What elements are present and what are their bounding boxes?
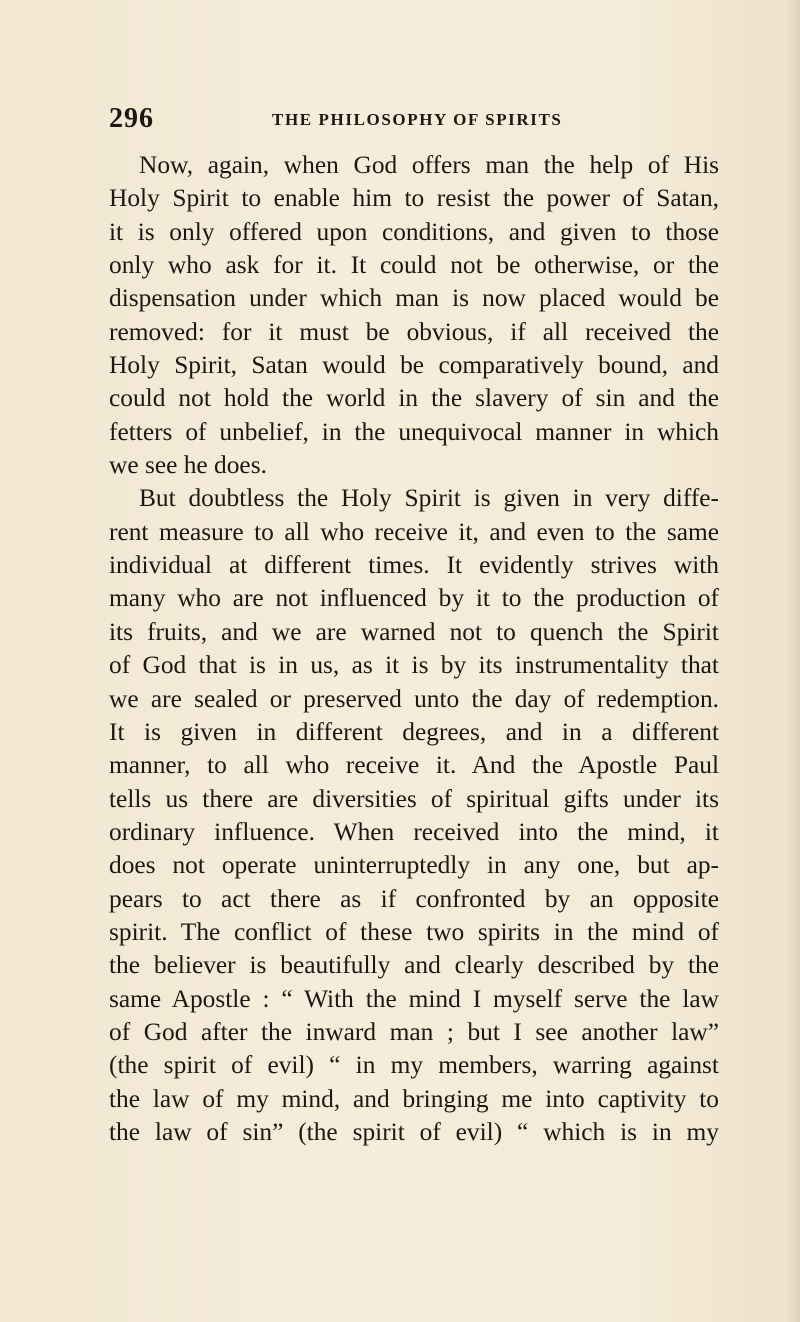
text-line: spirit. The conflict of these two spirits in the mind of xyxy=(109,917,719,946)
text-line: rent measure to all who receive it, and even to the same xyxy=(109,517,719,546)
text-line: tells us there are diversities of spiritual gifts under its xyxy=(109,784,719,813)
text-line: only who ask for it. It could not be otherwise, or the xyxy=(109,251,719,280)
text-line: same Apostle : “ With the mind I myself serve the law xyxy=(109,984,719,1013)
text-line: fetters of unbelief, in the unequivocal manner in which xyxy=(109,417,719,446)
text-line: its fruits, and we are warned not to quench the Spirit xyxy=(109,617,719,646)
text-line: of God that is in us, as it is by its instrumentality that xyxy=(109,651,719,680)
text-line: the believer is beautifully and clearly described by the xyxy=(109,951,719,980)
text-line: could not hold the world in the slavery of sin and the xyxy=(109,384,719,413)
body-text xyxy=(109,149,719,1149)
text-line: many who are not influenced by it to the production of xyxy=(109,584,719,613)
text-line: it is only offered upon conditions, and given to those xyxy=(109,217,719,246)
text-line: (the spirit of evil) “ in my members, warring against xyxy=(109,1051,719,1080)
text-line: of God after the inward man ; but I see another law” xyxy=(109,1017,719,1046)
text-line: we see he does. xyxy=(109,451,267,480)
running-title: THE PHILOSOPHY OF SPIRITS xyxy=(272,110,563,129)
text-line: It is given in different degrees, and in a different xyxy=(109,717,719,746)
text-line: individual at different times. It evidently strives with xyxy=(109,551,719,580)
page-header xyxy=(109,103,719,143)
page-number: 296 xyxy=(109,103,154,134)
text-line: manner, to all who receive it. And the Apostle Paul xyxy=(109,751,719,780)
text-line: pears to act there as if confronted by an opposite xyxy=(109,884,719,913)
page-edge-shadow xyxy=(786,0,800,1322)
text-line: we are sealed or preserved unto the day of redemption. xyxy=(109,684,719,713)
text-line: the law of sin” (the spirit of evil) “ which is in my xyxy=(109,1117,719,1146)
text-line: Now, again, when God offers man the help of His xyxy=(139,151,719,179)
text-line: Holy Spirit, Satan would be comparatively bound, and xyxy=(109,351,719,380)
text-line: the law of my mind, and bringing me into captivity to xyxy=(109,1084,719,1113)
text-line: Holy Spirit to enable him to resist the power of Satan, xyxy=(109,184,719,213)
text-line: does not operate uninterruptedly in any one, but ap- xyxy=(109,851,719,880)
text-line: removed: for it must be obvious, if all received the xyxy=(109,317,719,346)
text-line: ordinary influence. When received into the mind, it xyxy=(109,817,719,846)
text-line: dispensation under which man is now placed would be xyxy=(109,284,719,313)
text-line: But doubtless the Holy Spirit is given in very diffe- xyxy=(139,484,719,513)
